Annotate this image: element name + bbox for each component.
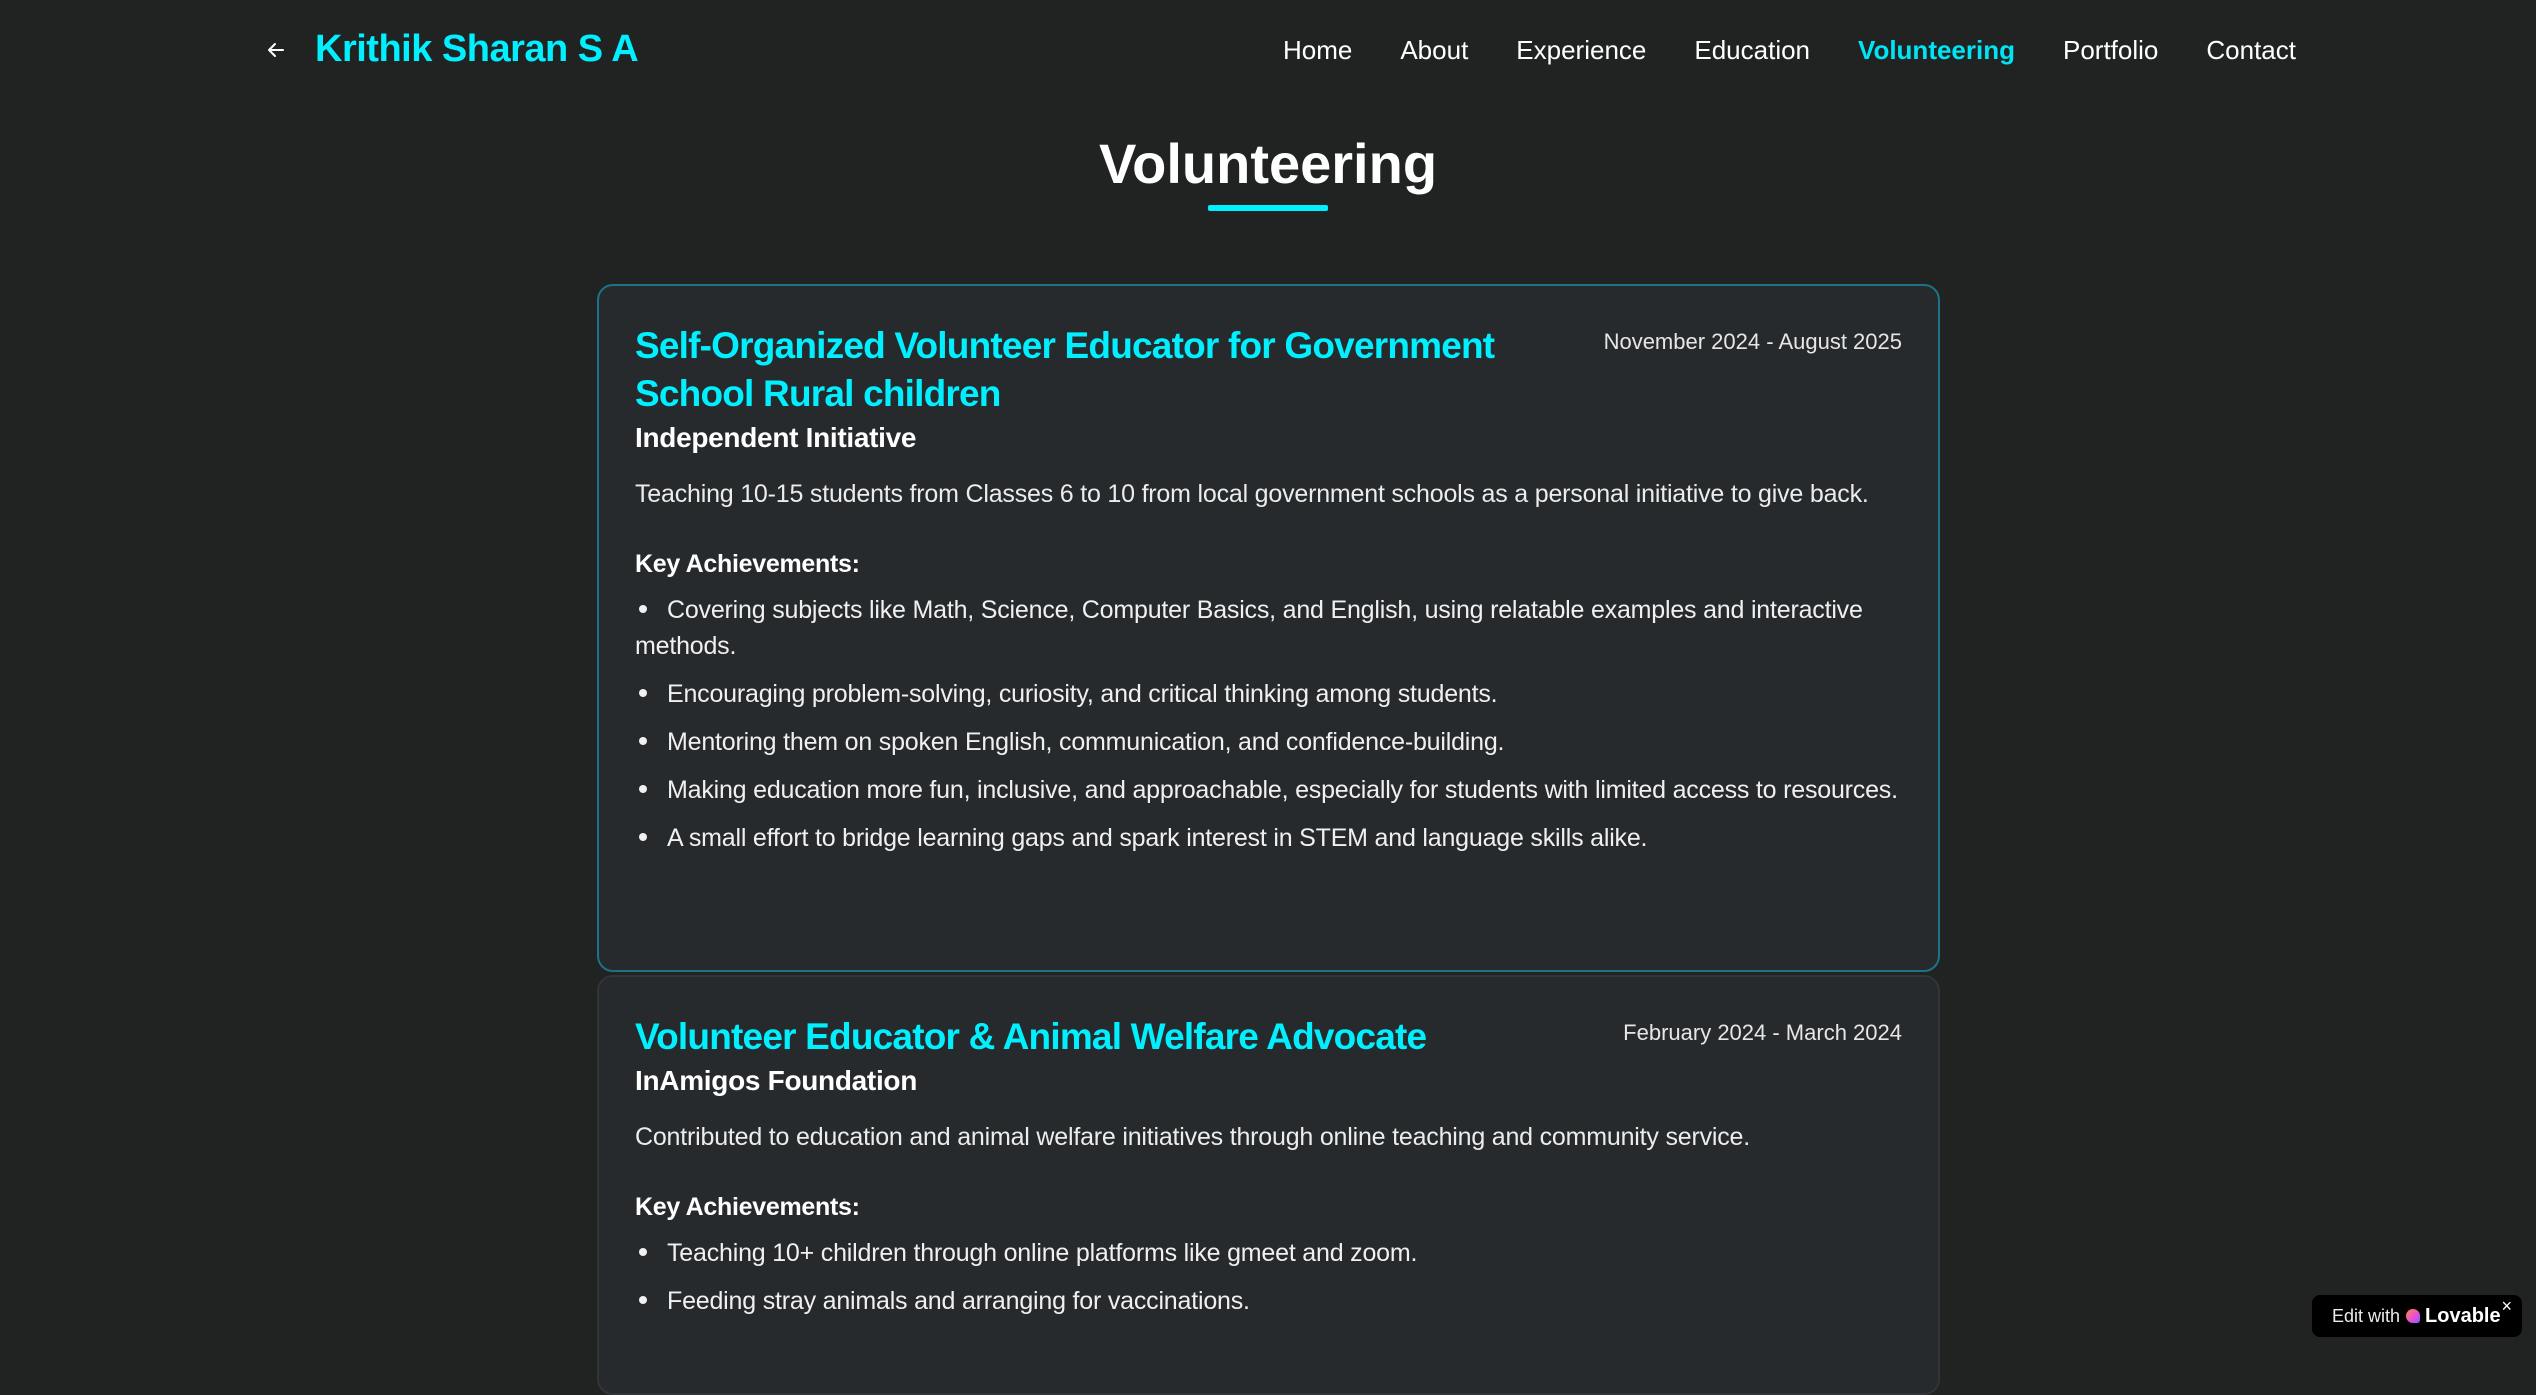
title-underline: [1208, 205, 1328, 211]
achievement-item: [635, 820, 1902, 856]
achievement-item: [635, 772, 1902, 808]
achievement-item: [635, 1235, 1902, 1271]
volunteer-card: [597, 284, 1940, 972]
card-date: February 2024 - March 2024: [1623, 1020, 1902, 1045]
card-header: [635, 322, 1902, 418]
achievements-label: Key Achievements:: [635, 550, 860, 578]
nav-links: [1235, 28, 2296, 72]
bullet-dot: [639, 1248, 647, 1256]
bullet-dot: [639, 833, 647, 841]
top-navigation: [0, 0, 2536, 100]
achievement-text: Mentoring them on spoken English, communication, and confidence-building.: [667, 728, 1505, 756]
bullet-dot: [639, 1296, 647, 1304]
achievements-list: [635, 1235, 1902, 1319]
achievement-text: Feeding stray animals and arranging for vaccinations.: [667, 1287, 1250, 1315]
badge-edit-text: Edit with: [2332, 1305, 2401, 1326]
card-date: November 2024 - August 2025: [1603, 329, 1902, 354]
nav-link-volunteering[interactable]: Volunteering: [1858, 35, 2015, 65]
badge-brand-text: Lovable: [2425, 1304, 2501, 1327]
nav-link-portfolio[interactable]: Portfolio: [2063, 35, 2159, 65]
lovable-heart-icon: [2406, 1309, 2420, 1323]
edit-with-lovable-badge[interactable]: [2312, 1295, 2522, 1337]
card-title: Self-Organized Volunteer Educator for Government School Rural children: [635, 325, 1495, 414]
achievement-item: [635, 1283, 1902, 1319]
card-header: [635, 1013, 1902, 1061]
card-organization: InAmigos Foundation: [635, 1065, 918, 1096]
volunteer-card: [597, 975, 1940, 1395]
card-organization: Independent Initiative: [635, 422, 917, 453]
card-title: Volunteer Educator & Animal Welfare Advocate: [635, 1016, 1427, 1057]
achievements-label: Key Achievements:: [635, 1193, 860, 1221]
nav-link-experience[interactable]: Experience: [1516, 35, 1647, 65]
achievement-text: Making education more fun, inclusive, and approachable, especially for students with limited access to resources.: [667, 776, 1898, 804]
achievement-text: Encouraging problem-solving, curiosity, and critical thinking among students.: [667, 680, 1498, 708]
bullet-dot: [639, 605, 647, 613]
close-icon[interactable]: ×: [2501, 1296, 2512, 1316]
achievement-text: Teaching 10+ children through online platforms like gmeet and zoom.: [667, 1239, 1418, 1267]
nav-link-home[interactable]: Home: [1282, 35, 1353, 65]
card-description: Teaching 10-15 students from Classes 6 to 10 from local government schools as a personal initiative to give back.: [635, 480, 1869, 508]
arrow-left-icon: [266, 40, 286, 60]
achievements-list: [635, 592, 1902, 856]
bullet-dot: [639, 785, 647, 793]
bullet-dot: [639, 737, 647, 745]
page-title: Volunteering: [1098, 132, 1438, 195]
bullet-dot: [639, 689, 647, 697]
nav-link-about[interactable]: About: [1400, 35, 1469, 65]
card-description: Contributed to education and animal welfare initiatives through online teaching and community service.: [635, 1123, 1750, 1151]
achievement-text: Covering subjects like Math, Science, Computer Basics, and English, using relatable examples and interactive methods.: [635, 596, 1863, 660]
achievement-item: [635, 724, 1902, 760]
achievement-item: [635, 676, 1902, 712]
site-brand[interactable]: Krithik Sharan S A: [315, 28, 639, 70]
nav-link-education[interactable]: Education: [1694, 35, 1811, 65]
nav-link-contact[interactable]: Contact: [2206, 35, 2296, 65]
achievement-item: [635, 592, 1902, 664]
achievement-text: A small effort to bridge learning gaps and spark interest in STEM and language skills alike.: [667, 824, 1648, 852]
back-button[interactable]: [262, 34, 290, 66]
